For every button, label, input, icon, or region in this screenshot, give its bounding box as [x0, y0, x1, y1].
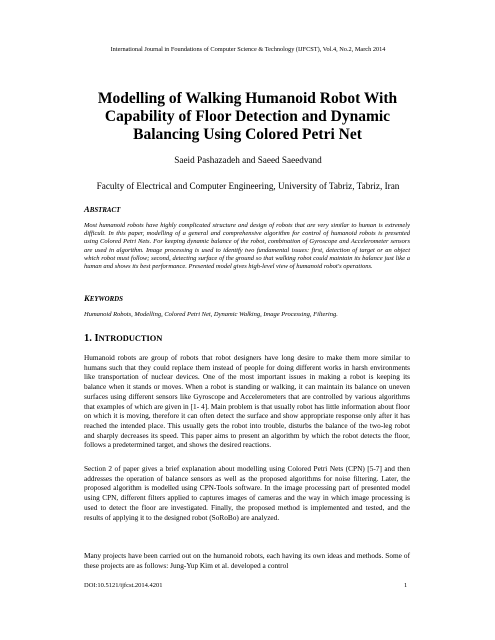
affiliation: Faculty of Electrical and Computer Engineering, University of Tabriz, Tabriz, Iran	[96, 181, 400, 191]
footer-page-number: 1	[404, 582, 408, 589]
paper-title: Modelling of Walking Humanoid Robot With Capability of Floor Detection and Dynamic Balancing Using Colored Petri Net	[97, 90, 398, 143]
authors: Saeid Pashazadeh and Saeed Saeedvand	[174, 155, 322, 165]
keywords-heading	[84, 293, 123, 303]
introduction-heading-initial: I	[94, 333, 99, 344]
introduction-paragraph-2: Section 2 of paper gives a brief explanation about modelling using Colored Petri Nets (CPN) [5-7] and then addresses the operation of balance sensors as well as the proposed algorithms for noise filtering. Later, the proposed algorithm is modelled using CPN-Tools software. In the image processing part of presented model using CPN, different filters applied to captures images of cameras and the way in which image processing is used to detect the floor are investigated. Finally, the proposed method is implemented and tested, and the results of applying it to the designed robot (SoRoBo) are analyzed.	[84, 464, 410, 522]
introduction-paragraph-3: Many projects have been carried out on the humanoid robots, each having its own ideas and methods. Some of these projects are as follows: Jung-Yup Kim et al. developed a control	[84, 551, 410, 570]
keywords-heading-initial: K	[84, 293, 90, 303]
introduction-heading-rest: NTRODUCTION	[98, 334, 163, 343]
abstract-heading	[84, 204, 120, 214]
keywords-heading-rest: EYWORDS	[89, 296, 123, 303]
introduction-paragraph-1: Humanoid robots are group of robots that robot designers have long desire to make them more similar to humans such that they could replace them instead of people for doing different works in harsh environments like transportation of nuclear devices. One of the most important issues in making a robot is keeping its balance when it stands or moves. When a robot is standing or walking, it can maintain its balance on uneven surfaces using different sensors like Gyroscope and Accelerometers that are controlled by various algorithms that examples of which are given in [1- 4]. Main problem is that usually robot has little information about floor on which it is moving, therefore it can often detect the surface and show appropriate response only after it has reached the intended place. This usually gets the robot into trouble, disturbs the balance of the two-leg robot and sharply decreases its speed. This paper aims to present an algorithm by which the robot detects the floor, follows a predetermined target, and shows the desired reactions.	[84, 353, 410, 450]
running-head: International Journal in Foundations of Computer Science & Technology (IJFCST), Vol.4, No.2, March 2014	[110, 46, 386, 53]
introduction-heading	[84, 333, 162, 344]
abstract-text: Most humanoid robots have highly complicated structure and design of robots that are very similar to human is extremely difficult. In this paper, modelling of a general and comprehensive algorithm for control of humanoid robots is presented using Colored Petri Nets. For keeping dynamic balance of the robot, combination of Gyroscope and Accelerometer sensors are used in algorithm. Image processing is used to identify two fundamental issues: first, detection of target or an object which robot must follow; second, detecting surface of the ground so that walking robot could maintain its balance just like a human and shows its best performance. Presented model gives high-level view of humanoid robot's operations.	[84, 222, 410, 271]
abstract-heading-initial: A	[84, 204, 90, 214]
keywords-text: Humanoid Robots, Modelling, Colored Petri Net, Dynamic Walking, Image Processing, Filtering.	[84, 311, 338, 318]
abstract-heading-rest: BSTRACT	[89, 207, 121, 214]
introduction-heading-number: 1.	[84, 333, 92, 344]
footer-doi: DOI:10.5121/ijfcst.2014.4201	[84, 582, 163, 589]
